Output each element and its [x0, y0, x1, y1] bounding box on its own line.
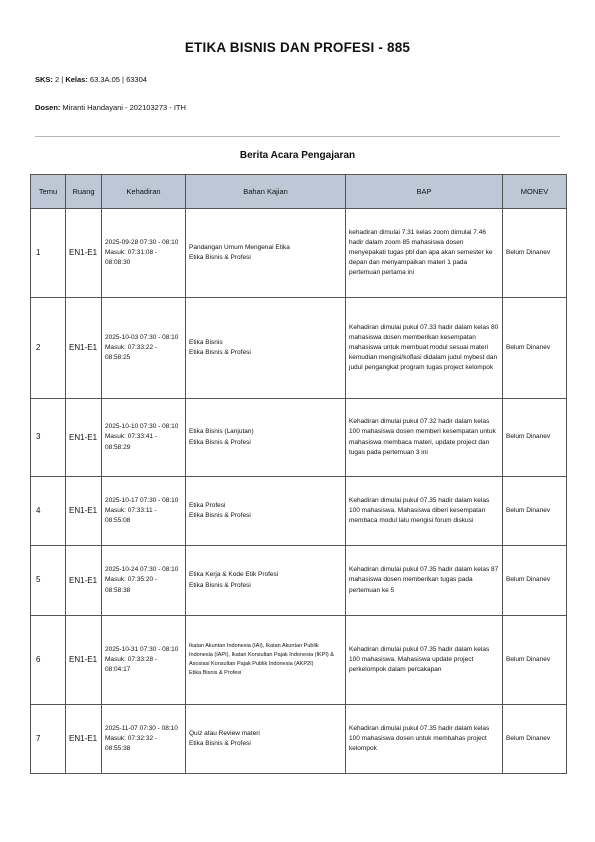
monev-cell: Belum Dinanev [503, 209, 567, 298]
temu-cell: 7 [31, 705, 66, 774]
temu-cell: 1 [31, 209, 66, 298]
table-row [31, 546, 567, 616]
ruang-cell: EN1-E1 [66, 705, 102, 774]
bap-cell: Kehadiran dimulai pukul 07.35 hadir dalam kelas 100 mahasiswa. Mahasiswa update project perkelompok dalam percakapan [346, 616, 503, 705]
bahan-cell: Etika Bisnis (Lanjutan) Etika Bisnis & Profesi [186, 399, 346, 477]
kehadiran-cell: 2025-10-17 07:30 - 08:10 Masuk: 07:33:11 - 08:55:08 [102, 477, 186, 546]
header-bahan-kajian: Bahan Kajian [186, 175, 346, 209]
table-header-row [31, 175, 567, 209]
table-row [31, 705, 567, 774]
table-row [31, 477, 567, 546]
kehadiran-cell: 2025-10-03 07:30 - 08:10 Masuk: 07:33:22 - 08:58:25 [102, 298, 186, 399]
bahan-cell: Etika Profesi Etika Bisnis & Profesi [186, 477, 346, 546]
lecturer-meta [35, 103, 186, 112]
header-temu: Temu [31, 175, 66, 209]
kehadiran-cell: 2025-10-31 07:30 - 08:10 Masuk: 07:33:28 - 08:04:17 [102, 616, 186, 705]
temu-cell: 3 [31, 399, 66, 477]
monev-cell: Belum Dinanev [503, 298, 567, 399]
ruang-cell: EN1-E1 [66, 399, 102, 477]
temu-cell: 5 [31, 546, 66, 616]
teaching-record-table [30, 174, 567, 774]
ruang-cell: EN1-E1 [66, 209, 102, 298]
monev-cell: Belum Dinanev [503, 705, 567, 774]
header-ruang: Ruang [66, 175, 102, 209]
bahan-cell: Etika Kerja & Kode Etik Profesi Etika Bisnis & Profesi [186, 546, 346, 616]
divider [35, 136, 560, 137]
monev-cell: Belum Dinanev [503, 616, 567, 705]
bap-cell: Kehadiran dimulai pukul 07.35 hadir dalam kelas 100 mahasiswa dosen untuk membahas project kelompok [346, 705, 503, 774]
kelas-label: Kelas: [65, 75, 90, 84]
bahan-cell: Etika Bisnis Etika Bisnis & Profesi [186, 298, 346, 399]
section-title: Berita Acara Pengajaran [239, 150, 356, 161]
bahan-cell: Pandangan Umum Mengenai Etika Etika Bisnis & Profesi [186, 209, 346, 298]
course-meta: SKS: 2 | Kelas: 63.3A.05 | 63304 [35, 75, 147, 84]
bap-cell: Kehadiran dimulai pukul 07.33 hadir dalam kelas 80 mahasiswa dosen memberikan kesempatan mahasiswa untuk membuat modul sesuai materi kemudian mengisi/koflasi didalam judul mybest dan judul pengangkat program tugas project kelompok [346, 298, 503, 399]
kelas-value: 63.3A.05 [89, 75, 120, 84]
dosen-label: Dosen: [35, 103, 63, 112]
temu-cell: 2 [31, 298, 66, 399]
ruang-cell: EN1-E1 [66, 298, 102, 399]
header-bap: BAP [346, 175, 503, 209]
table-row [31, 209, 567, 298]
kehadiran-cell: 2025-11-07 07:30 - 08:10 Masuk: 07:32:32 - 08:55:38 [102, 705, 186, 774]
monev-cell: Belum Dinanev [503, 477, 567, 546]
kehadiran-cell: 2025-10-10 07:30 - 08:10 Masuk: 07:33:41 - 08:58:29 [102, 399, 186, 477]
kehadiran-cell: 2025-09-28 07:30 - 08:10 Masuk: 07:31:08 - 08:08:30 [102, 209, 186, 298]
course-code: 63304 [126, 75, 147, 84]
table-row [31, 616, 567, 705]
bap-cell: Kehadiran dimulai pukul 07.32 hadir dalam kelas 100 mahasiswa dosen memberi kesempatan untuk mahasiswa membaca materi, update project dan tugas pada pertemuan 3 ini [346, 399, 503, 477]
header-kehadiran: Kehadiran [102, 175, 186, 209]
bap-cell: kehadiran dimulai 7.31 kelas zoom dimulai 7.46 hadir dalam zoom 85 mahasiswa dosen menyepakati tugas pbl dan apa akan semester ke depan dan menyampaikan materi 1 pada pertemuan pertama ini [346, 209, 503, 298]
temu-cell: 4 [31, 477, 66, 546]
bap-cell: Kehadiran dimulai pukul 07.35 hadir dalam kelas 87 mahasiswa dosen memberikan tugas pada pertemuan ke 5 [346, 546, 503, 616]
monev-cell: Belum Dinanev [503, 546, 567, 616]
kehadiran-cell: 2025-10-24 07:30 - 08:10 Masuk: 07:35:20 - 08:58:38 [102, 546, 186, 616]
bahan-cell: Quiz atau Review materi Etika Bisnis & Profesi [186, 705, 346, 774]
sks-value: 2 [55, 75, 60, 84]
bap-cell: Kehadiran dimulai pukul 07.35 hadir dalam kelas 100 mahasiswa. Mahasiswa diberi kesempatan membaca modul lalu mengisi forum diskusi [346, 477, 503, 546]
bahan-cell: Ikatan Akuntan Indonesia (IAI), Ikatan Akuntan Publik Indonesia (IAPI), Ikatan Konsultan Pajak Indonesia (IKPI) & Asosiasi Konsultan Pajak Publik Indonesia (AKP2I) Etika Bisnis & Profesi [186, 616, 346, 705]
document-title: ETIKA BISNIS DAN PROFESI - 885 [184, 40, 411, 55]
dosen-value: Miranti Handayani - 202103273 - ITH [62, 103, 186, 112]
monev-cell: Belum Dinanev [503, 399, 567, 477]
ruang-cell: EN1-E1 [66, 616, 102, 705]
ruang-cell: EN1-E1 [66, 477, 102, 546]
sks-label: SKS: [35, 75, 56, 84]
ruang-cell: EN1-E1 [66, 546, 102, 616]
table-row [31, 399, 567, 477]
header-monev: MONEV [503, 175, 567, 209]
temu-cell: 6 [31, 616, 66, 705]
table-row [31, 298, 567, 399]
